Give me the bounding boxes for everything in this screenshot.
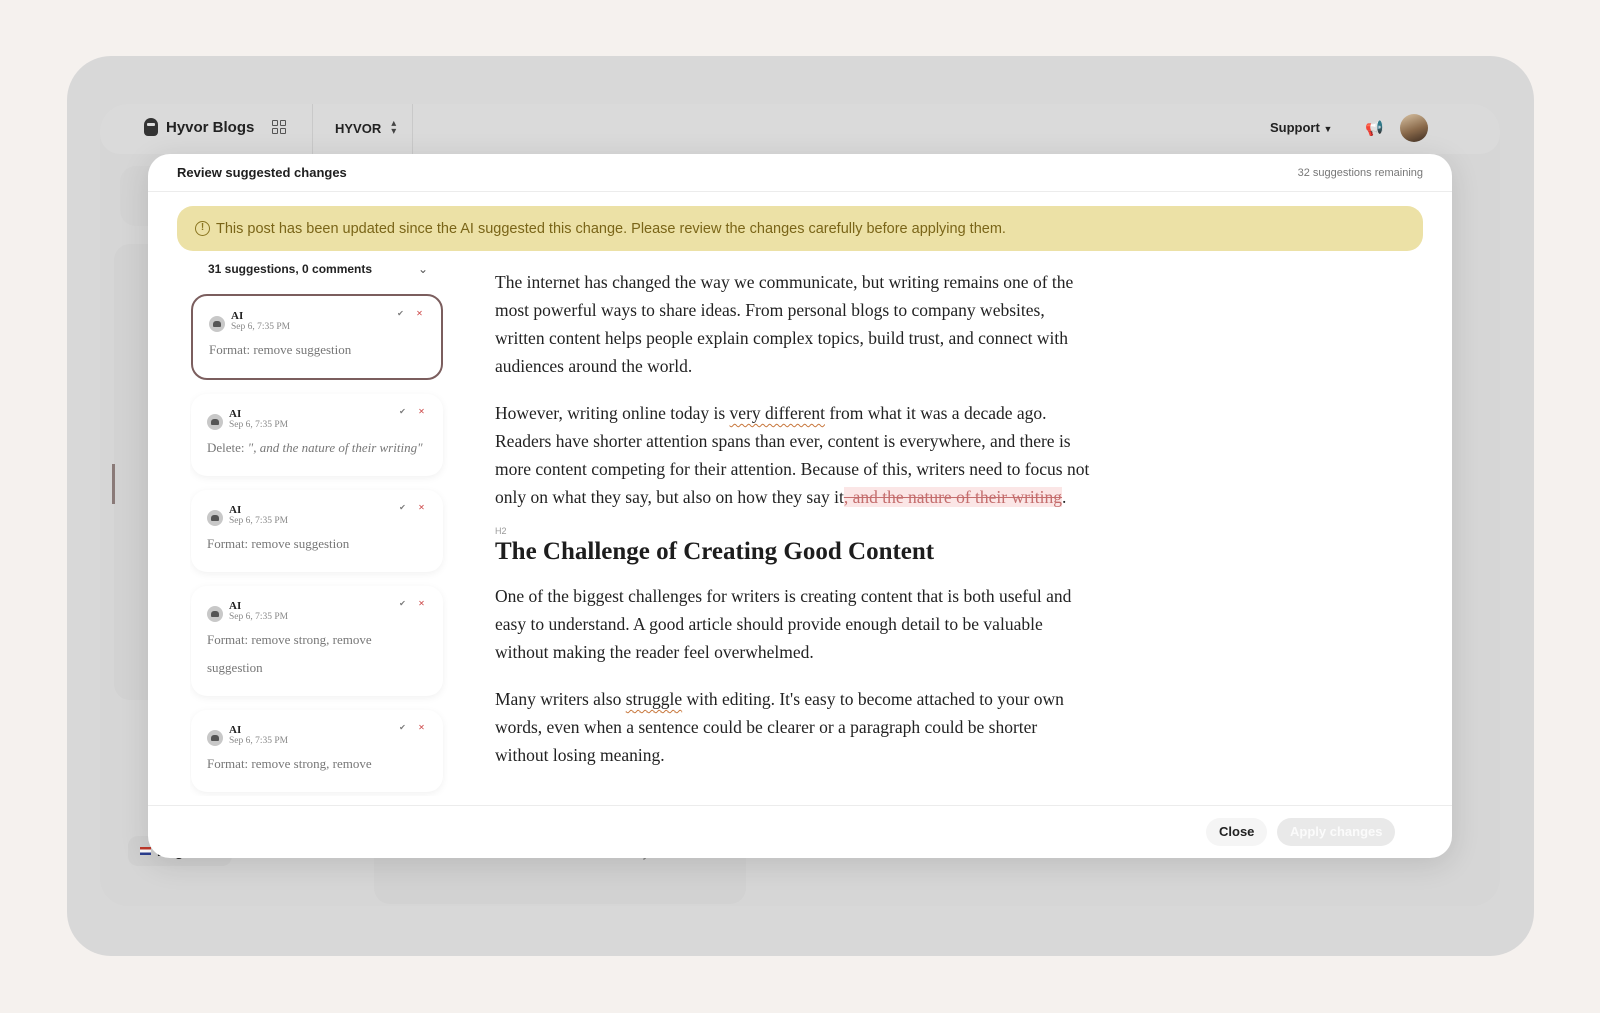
text-run: with editing. It's easy to become attached to your own words, even when a sentence could be clearer or a paragraph could be shorter without losing meaning.: [495, 689, 1064, 765]
suggestion-description: Format: remove strong, remove: [207, 756, 372, 771]
suggestion-description: Format: remove suggestion: [209, 342, 352, 357]
hyvor-logo-icon: [144, 118, 158, 136]
up-down-chevron-icon: ▴ ▾: [391, 118, 397, 137]
org-switcher[interactable]: [335, 120, 396, 136]
ai-bot-icon: [207, 414, 223, 430]
warning-text: This post has been updated since the AI suggested this change. Please review the changes carefully before applying them.: [216, 220, 1006, 237]
megaphone-icon[interactable]: 📢: [1365, 120, 1384, 137]
divider: [412, 104, 413, 154]
text-run: However, writing online today is: [495, 403, 730, 423]
suggestion-card[interactable]: [191, 586, 443, 696]
suggestion-card[interactable]: [191, 294, 443, 380]
suggestion-quote: ", and the nature of their writing": [247, 440, 423, 455]
review-modal: [148, 154, 1452, 858]
suggestion-time: Sep 6, 7:35 PM: [229, 516, 289, 526]
reject-x-icon[interactable]: ✕: [418, 503, 425, 512]
suggestion-description: [207, 434, 427, 462]
suggested-deletion[interactable]: , and the nature of their writing: [843, 487, 1063, 507]
suggestions-count: 31 suggestions, 0 comments: [208, 262, 373, 276]
heading-level-tag: H2: [495, 526, 507, 536]
ai-bot-icon: [207, 510, 223, 526]
suggestion-time: Sep 6, 7:35 PM: [229, 736, 289, 746]
suggestion-time: Sep 6, 7:35 PM: [231, 322, 291, 332]
support-menu[interactable]: [1270, 120, 1332, 135]
text-run: .: [1062, 487, 1067, 507]
reject-x-icon[interactable]: ✕: [416, 309, 423, 318]
suggestion-time: Sep 6, 7:35 PM: [229, 612, 289, 622]
text-run: from what it was a decade ago. Readers have shorter attention spans than ever, content is everywhere, and there is more content competing for their attention. Because of this, writers need to focus not only on what they say, but also on how they say it: [495, 403, 1090, 507]
reject-x-icon[interactable]: ✕: [418, 407, 425, 416]
ai-bot-icon: [207, 606, 223, 622]
suggestion-action: Delete:: [207, 440, 248, 455]
reject-x-icon[interactable]: ✕: [418, 599, 425, 608]
ai-bot-icon: [209, 316, 225, 332]
suggestion-author: AI: [231, 310, 244, 322]
org-name: HYVOR: [335, 120, 382, 136]
modal-footer: [148, 805, 1452, 858]
chevron-down-icon: ⌄: [417, 262, 428, 276]
suggestion-card[interactable]: [191, 394, 443, 476]
suggestions-list[interactable]: [190, 294, 448, 796]
accept-check-icon[interactable]: ✔: [397, 309, 404, 318]
support-label: Support: [1270, 120, 1320, 135]
accept-check-icon[interactable]: ✔: [399, 503, 406, 512]
suggestion-time: Sep 6, 7:35 PM: [229, 420, 289, 430]
spelling-highlight: very different: [729, 403, 825, 423]
paragraph: [495, 399, 1095, 511]
paragraph: One of the biggest challenges for writers is creating content that is both useful and easy to understand. A good article should provide enough detail to be valuable without making the reader feel overwhelmed.: [495, 586, 1072, 662]
warning-banner: [177, 206, 1423, 251]
paragraph: The internet has changed the way we communicate, but writing remains one of the most powerful ways to share ideas. From personal blogs to company websites, written content helps people explain complex topics, build trust, and connect with audiences around the world.: [495, 272, 1074, 376]
apps-grid-icon[interactable]: [272, 120, 286, 134]
reject-x-icon[interactable]: ✕: [418, 723, 425, 732]
paragraph: [495, 685, 1095, 769]
close-button[interactable]: Close: [1206, 818, 1267, 846]
suggestion-description: Format: remove strong, remove suggestion: [207, 632, 372, 675]
accept-check-icon[interactable]: ✔: [399, 407, 406, 416]
top-bar: [100, 104, 1500, 154]
modal-header: [148, 154, 1452, 192]
divider: [312, 104, 313, 154]
suggestions-summary[interactable]: [208, 262, 428, 276]
apply-changes-button[interactable]: Apply changes: [1277, 818, 1395, 846]
accept-check-icon[interactable]: ✔: [399, 599, 406, 608]
ai-bot-icon: [207, 730, 223, 746]
document-preview[interactable]: [495, 268, 1095, 792]
caret-down-icon: ▼: [1323, 124, 1333, 134]
suggestions-remaining: 32 suggestions remaining: [1297, 167, 1423, 179]
spelling-highlight: struggle: [625, 689, 683, 709]
suggestion-author: AI: [229, 408, 242, 420]
modal-title: Review suggested changes: [177, 165, 347, 180]
suggestion-author: AI: [229, 600, 242, 612]
section-heading: The Challenge of Creating Good Content: [495, 538, 935, 565]
suggestion-description: Format: remove suggestion: [207, 536, 350, 551]
warning-circle-icon: !: [195, 221, 210, 236]
text-run: Many writers also: [495, 689, 626, 709]
suggestion-author: AI: [229, 724, 242, 736]
avatar[interactable]: [1400, 114, 1428, 142]
sidebar-active-indicator: [112, 464, 115, 504]
brand[interactable]: [144, 118, 286, 136]
suggestion-author: AI: [229, 504, 242, 516]
accept-check-icon[interactable]: ✔: [399, 723, 406, 732]
suggestion-card[interactable]: [191, 710, 443, 792]
brand-name: Hyvor Blogs: [166, 118, 255, 136]
suggestion-card[interactable]: [191, 490, 443, 572]
